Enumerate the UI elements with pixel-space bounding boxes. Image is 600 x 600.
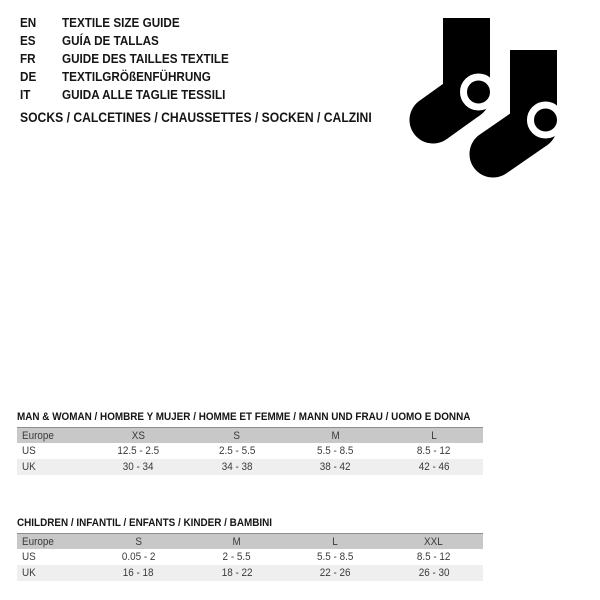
language-code-es: ES	[20, 32, 36, 48]
category-title: SOCKS / CALCETINES / CHAUSSETTES / SOCKEN / CALZINI	[20, 109, 372, 125]
size-value: 26 - 30	[418, 567, 450, 579]
size-value: 2.5 - 5.5	[218, 445, 255, 457]
children-size-table-section	[17, 516, 483, 581]
guide-title-en: TEXTILE SIZE GUIDE	[62, 14, 180, 30]
table-row-uk	[17, 459, 483, 475]
column-header-region: Europe	[22, 429, 54, 442]
adult-table-header-row	[17, 427, 483, 443]
size-value: 5.5 - 8.5	[317, 551, 354, 563]
row-label: UK	[22, 567, 36, 579]
size-value: 38 - 42	[319, 461, 351, 473]
language-code-it: IT	[20, 86, 31, 102]
table-row-us	[17, 549, 483, 565]
column-header-size: XXL	[424, 535, 444, 548]
column-header-size: XS	[131, 429, 145, 442]
size-value: 12.5 - 2.5	[117, 445, 160, 457]
size-value: 0.05 - 2	[121, 551, 156, 563]
children-table-title: CHILDREN / INFANTIL / ENFANTS / KINDER / BAMBINI	[17, 516, 273, 529]
size-value: 16 - 18	[122, 567, 154, 579]
language-code-de: DE	[20, 68, 37, 84]
guide-title-de: TEXTILGRÖßENFÜHRUNG	[62, 68, 211, 84]
language-row-it	[20, 85, 411, 103]
children-size-table	[17, 533, 483, 581]
guide-title-it: GUIDA ALLE TAGLIE TESSILI	[62, 86, 226, 102]
language-row-es	[20, 31, 411, 49]
size-value: 8.5 - 12	[416, 445, 451, 457]
guide-title-es: GUÍA DE TALLAS	[62, 32, 159, 48]
language-code-en: EN	[20, 14, 37, 30]
size-value: 18 - 22	[221, 567, 253, 579]
column-header-size: S	[233, 429, 241, 442]
table-row-us	[17, 443, 483, 459]
table-row-uk	[17, 565, 483, 581]
socks-icon	[400, 0, 600, 200]
sock-right	[493, 50, 561, 154]
size-value: 8.5 - 12	[416, 551, 451, 563]
size-value: 42 - 46	[418, 461, 450, 473]
sock-left	[433, 18, 494, 120]
adult-size-table	[17, 427, 483, 475]
language-title-list	[20, 13, 411, 126]
size-value: 30 - 34	[122, 461, 154, 473]
column-header-size: M	[232, 535, 241, 548]
size-value: 5.5 - 8.5	[317, 445, 354, 457]
row-label: US	[22, 551, 36, 563]
size-value: 2 - 5.5	[222, 551, 251, 563]
guide-title-fr: GUIDE DES TAILLES TEXTILE	[62, 50, 229, 66]
column-header-size: S	[134, 535, 142, 548]
language-row-fr	[20, 49, 411, 67]
adult-table-title: MAN & WOMAN / HOMBRE Y MUJER / HOMME ET FEMME / MANN UND FRAU / UOMO E DONNA	[17, 410, 471, 423]
adult-size-table-section	[17, 410, 483, 475]
column-header-region: Europe	[22, 535, 54, 548]
column-header-size: L	[430, 429, 437, 442]
column-header-size: L	[332, 535, 339, 548]
language-code-fr: FR	[20, 50, 36, 66]
row-label: US	[22, 445, 36, 457]
language-row-en	[20, 13, 411, 31]
column-header-size: M	[331, 429, 340, 442]
children-table-header-row	[17, 533, 483, 549]
size-value: 34 - 38	[221, 461, 253, 473]
size-value: 22 - 26	[319, 567, 351, 579]
row-label: UK	[22, 461, 36, 473]
language-row-de	[20, 67, 411, 85]
